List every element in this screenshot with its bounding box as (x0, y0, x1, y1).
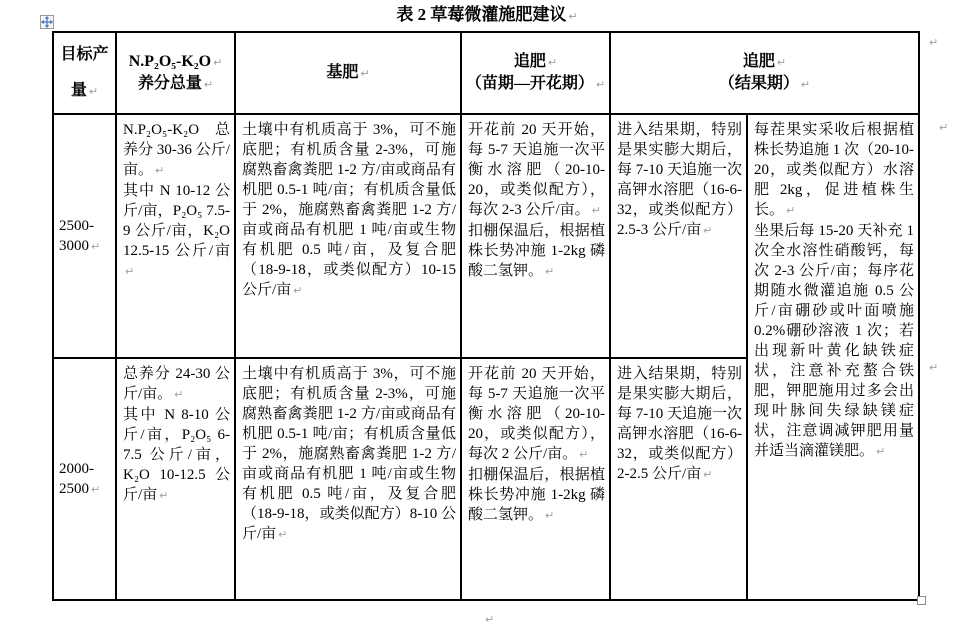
cell-base-row1[interactable] (235, 114, 461, 358)
cell-text: 扣棚保温后，根据植株长势冲施 1-2kg 磷酸二氢钾。 (468, 223, 605, 279)
paragraph-mark-icon: ↵ (876, 445, 886, 458)
paragraph-mark-icon: ↵ (786, 204, 796, 217)
paragraph-mark-icon: ↵ (595, 78, 606, 91)
paragraph-mark-icon: ↵ (91, 482, 101, 496)
paragraph-mark-icon: ↵ (293, 284, 303, 297)
paragraph-mark-icon: ↵ (545, 265, 555, 278)
paragraph-mark-icon: ↵ (174, 388, 184, 401)
cell-text: （苗期—开花期） (465, 75, 594, 92)
cell-text: 扣棚保温后，根据植株长势冲施 1-2kg 磷酸二氢钾。 (468, 467, 605, 523)
paragraph-mark-icon: ↵ (125, 265, 135, 278)
paragraph-mark-icon: ↵ (360, 67, 370, 80)
cell-yield-row1[interactable] (53, 114, 116, 358)
cell-text: 开花前 20 天开始，每 5-7 天追施一次平衡水溶肥（20-10-20，或类似配方），每次 2 公斤/亩。 (468, 366, 605, 462)
paragraph-mark-icon: ↵ (213, 56, 223, 69)
paragraph-mark-icon: ↵ (703, 224, 713, 237)
cell-text: 养分总量 (137, 75, 202, 92)
header-cell-topdress_fruit[interactable] (610, 32, 919, 114)
cell-text: N.P₂O₅-K₂O (128, 53, 212, 70)
cell-topdress_flower-row1[interactable] (461, 114, 610, 358)
cell-text: 每茬果实采收后根据植株长势追施 1 次（20-10-20，或类似配方）水溶肥 2kg，促进植株生长。 (754, 122, 914, 218)
cell-text: 基肥 (326, 64, 359, 81)
cell-text: 其中 N 10-12 公斤/亩，P₂O₅ 7.5-9 公斤/亩，K₂O 12.5-15 公斤/亩 (123, 183, 230, 259)
cell-text: 追肥 (742, 53, 775, 70)
cell-text: （结果期） (718, 75, 799, 92)
paragraph-mark-icon: ↵ (91, 239, 101, 253)
paragraph-mark-below-table-icon: ↵ (485, 613, 495, 626)
paragraph-mark-icon: ↵ (159, 489, 169, 502)
paragraph-mark-icon: ↵ (800, 78, 811, 91)
cell-text: 总养分 24-30 公斤/亩。 (123, 366, 230, 402)
cell-text: 坐果后每 15-20 天补充 1 次全水溶性硝酸钙，每次 2-3 公斤/亩；每序花期随水微灌追施 0.5 公斤/亩硼砂或叶面喷施 0.2%硼砂溶液 1 次；若出现新叶黄化缺铁症状，注意补充螯合铁肥，钾肥施用过多会出现叶脉间失绿缺镁症状，注意调减钾肥用量并适当滴灌镁肥。 (754, 223, 914, 459)
end-of-row-mark-icon: ↵ (929, 36, 939, 49)
cell-nutrients-row2[interactable] (116, 358, 235, 600)
cell-topdress_fruit-row2[interactable] (610, 358, 747, 600)
paragraph-mark-icon: ↵ (155, 164, 165, 177)
cell-text: N.P₂O₅-K₂O 总养分 30-36 公斤/亩。 (123, 122, 230, 178)
cell-base-row2[interactable] (235, 358, 461, 600)
fertilizer-table (52, 31, 920, 601)
cell-text: 土壤中有机质高于 3%，可不施底肥；有机质含量 2-3%，可施腐熟畜禽粪肥 1-2 方/亩或商品有机肥 0.5-1 吨/亩；有机质含量低于 2%，施腐熟畜禽粪肥 1-2 方/亩或商品有机肥 1 吨/亩或生物有机肥 0.5 吨/亩，及复合肥（18-9-18，或类似配方）10-15 公斤/亩 (242, 122, 456, 298)
end-of-row-mark-icon: ↵ (939, 121, 949, 134)
cell-yield-row2[interactable] (53, 358, 116, 600)
paragraph-mark-icon: ↵ (203, 78, 214, 91)
cell-text: 进入结果期，特别是果实膨大期后，每 7-10 天追施一次高钾水溶肥（16-6-32，或类似配方）2-2.5 公斤/亩 (617, 366, 742, 482)
paragraph-mark-icon: ↵ (703, 468, 713, 481)
paragraph-mark-icon: ↵ (547, 56, 558, 69)
header-cell-nutrients[interactable] (116, 32, 235, 114)
cell-text: 进入结果期，特别是果实膨大期后，每 7-10 天追施一次高钾水溶肥（16-6-32，或类似配方）2.5-3 公斤/亩 (617, 122, 742, 238)
cell-text: 追肥 (513, 53, 546, 70)
paragraph-mark-icon: ↵ (568, 10, 578, 23)
cell-text: 2500-3000 (59, 217, 94, 254)
paragraph-mark-icon: ↵ (278, 528, 288, 541)
header-cell-yield[interactable] (53, 32, 116, 114)
end-of-row-mark-icon: ↵ (929, 361, 939, 374)
header-cell-topdress_flower[interactable] (461, 32, 610, 114)
cell-text: 土壤中有机质高于 3%，可不施底肥；有机质含量 2-3%，可施腐熟畜禽粪肥 1-2 方/亩或商品有机肥 0.5-1 吨/亩；有机质含量低于 2%，施腐熟畜禽粪肥 1-2 方/亩或商品有机肥 1 吨/亩或生物有机肥 0.5 吨/亩，及复合肥（18-9-18，或类似配方）8-10 公斤/亩 (242, 366, 456, 542)
cell-text: 目标产量 (60, 45, 109, 99)
cell-text: 其中 N 8-10 公斤/亩，P₂O₅ 6-7.5 公斤/亩，K₂O 10-12.5 公斤/亩 (123, 407, 230, 503)
table-resize-handle[interactable] (917, 596, 926, 605)
paragraph-mark-icon: ↵ (591, 204, 601, 217)
cell-topdress_fruit-row1[interactable] (610, 114, 747, 358)
paragraph-mark-icon: ↵ (88, 84, 99, 98)
cell-nutrients-row1[interactable] (116, 114, 235, 358)
page-title[interactable] (52, 3, 922, 29)
cell-text: 2000-2500 (59, 460, 94, 497)
header-cell-base[interactable] (235, 32, 461, 114)
cell-text: 开花前 20 天开始，每 5-7 天追施一次平衡水溶肥（20-10-20，或类似配方），每次 2-3 公斤/亩。 (468, 122, 605, 218)
cell-topdress_flower-row2[interactable] (461, 358, 610, 600)
paragraph-mark-icon: ↵ (545, 509, 555, 522)
cell-topdress-fruit-detail[interactable] (747, 114, 919, 600)
paragraph-mark-icon: ↵ (776, 56, 787, 69)
paragraph-mark-icon: ↵ (579, 448, 589, 461)
page-title-text: 表 2 草莓微灌施肥建议 (396, 5, 567, 24)
